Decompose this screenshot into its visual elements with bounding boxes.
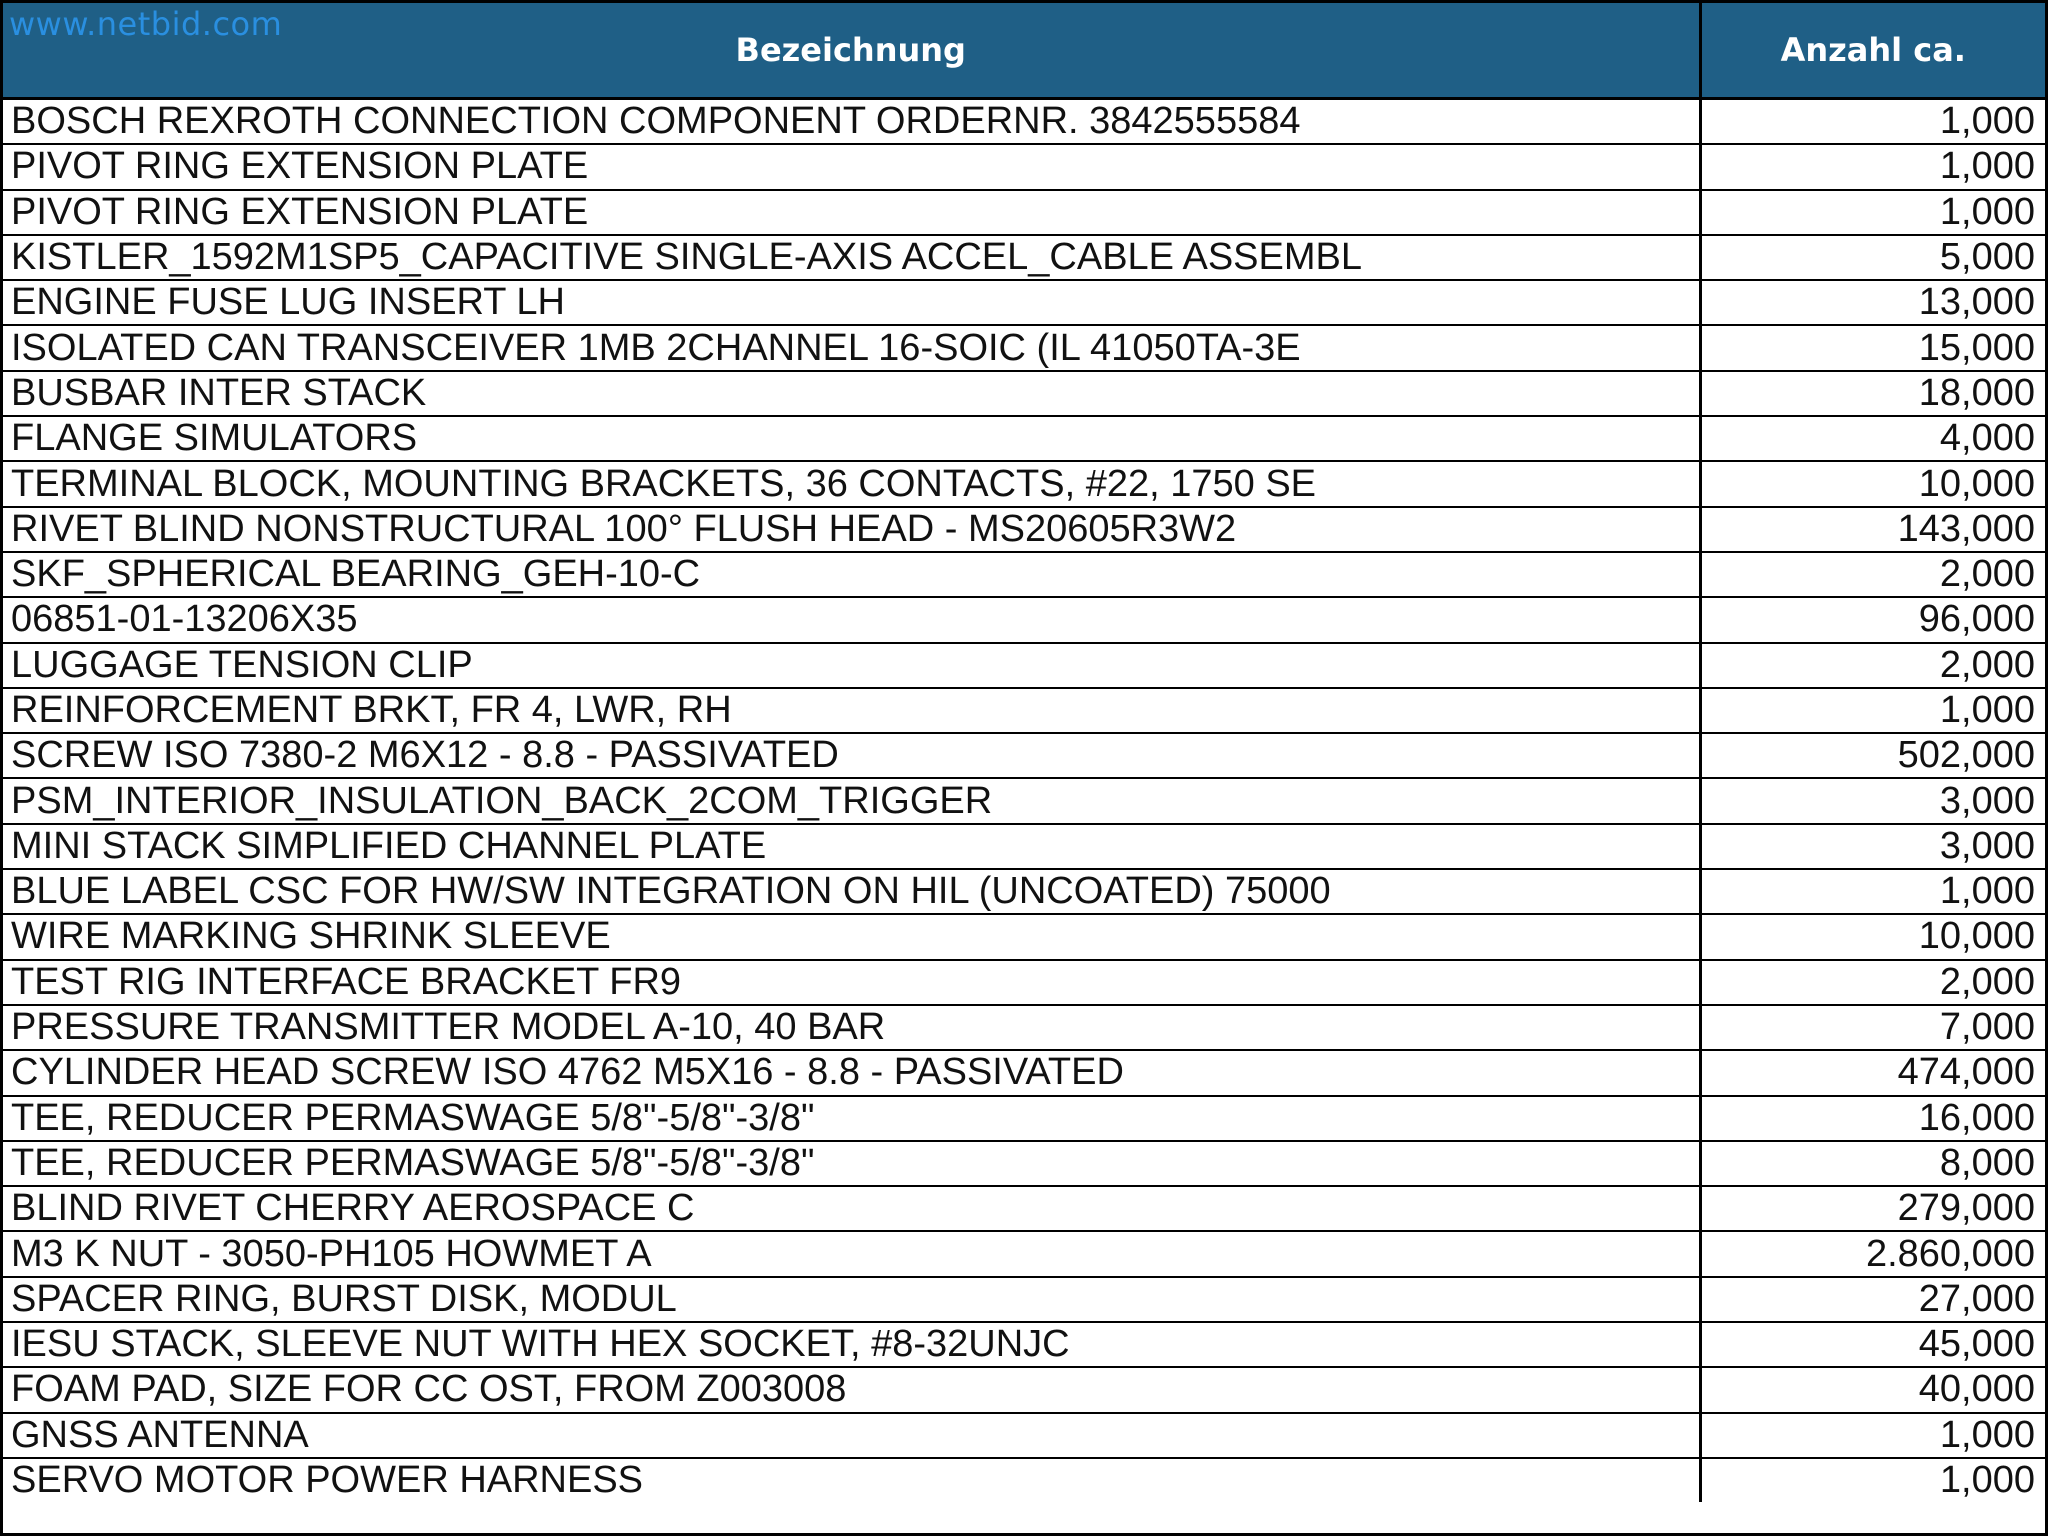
cell-description: SERVO MOTOR POWER HARNESS — [3, 1458, 1700, 1502]
cell-description: FLANGE SIMULATORS — [3, 416, 1700, 461]
table-row — [3, 325, 2045, 370]
cell-description: RIVET BLIND NONSTRUCTURAL 100° FLUSH HEAD - MS20605R3W2 — [3, 507, 1700, 552]
table-row — [3, 1322, 2045, 1367]
cell-description: MINI STACK SIMPLIFIED CHANNEL PLATE — [3, 824, 1700, 869]
cell-quantity: 1,000 — [1700, 99, 2045, 145]
table-row — [3, 1277, 2045, 1322]
table-row — [3, 371, 2045, 416]
cell-quantity: 16,000 — [1700, 1096, 2045, 1141]
table-row — [3, 1050, 2045, 1095]
table-row — [3, 733, 2045, 778]
cell-quantity: 2,000 — [1700, 552, 2045, 597]
table-row — [3, 688, 2045, 733]
table-row — [3, 1458, 2045, 1502]
column-header-quantity: Anzahl ca. — [1700, 3, 2045, 99]
cell-quantity: 45,000 — [1700, 1322, 2045, 1367]
table-row — [3, 914, 2045, 959]
cell-quantity: 1,000 — [1700, 688, 2045, 733]
cell-quantity: 2.860,000 — [1700, 1231, 2045, 1276]
table-row — [3, 416, 2045, 461]
cell-quantity: 1,000 — [1700, 869, 2045, 914]
table-row — [3, 869, 2045, 914]
cell-quantity: 18,000 — [1700, 371, 2045, 416]
cell-quantity: 27,000 — [1700, 1277, 2045, 1322]
cell-quantity: 1,000 — [1700, 190, 2045, 235]
table-row — [3, 1096, 2045, 1141]
cell-description: TERMINAL BLOCK, MOUNTING BRACKETS, 36 CONTACTS, #22, 1750 SE — [3, 461, 1700, 506]
cell-quantity: 3,000 — [1700, 778, 2045, 823]
table-body — [3, 99, 2045, 1503]
cell-quantity: 2,000 — [1700, 960, 2045, 1005]
column-header-description: Bezeichnung — [3, 3, 1700, 99]
table-row — [3, 99, 2045, 145]
cell-description: TEST RIG INTERFACE BRACKET FR9 — [3, 960, 1700, 1005]
table-row — [3, 1231, 2045, 1276]
table-row — [3, 1413, 2045, 1458]
table-row — [3, 1005, 2045, 1050]
cell-description: WIRE MARKING SHRINK SLEEVE — [3, 914, 1700, 959]
cell-quantity: 1,000 — [1700, 1413, 2045, 1458]
cell-quantity: 2,000 — [1700, 643, 2045, 688]
cell-quantity: 1,000 — [1939, 1459, 2035, 1502]
table-row — [3, 235, 2045, 280]
table-row — [3, 280, 2045, 325]
cell-description: FOAM PAD, SIZE FOR CC OST, FROM Z003008 — [3, 1367, 1700, 1412]
cell-quantity: 279,000 — [1700, 1186, 2045, 1231]
cell-description: ISOLATED CAN TRANSCEIVER 1MB 2CHANNEL 16-SOIC (IL 41050TA-3E — [3, 325, 1700, 370]
cell-description: BLUE LABEL CSC FOR HW/SW INTEGRATION ON HIL (UNCOATED) 75000 — [3, 869, 1700, 914]
cell-quantity: 1,000 — [1700, 144, 2045, 189]
table-row — [3, 1367, 2045, 1412]
table-row — [3, 1186, 2045, 1231]
watermark: www.netbid.com — [9, 5, 283, 43]
cell-description: M3 K NUT - 3050-PH105 HOWMET A — [3, 1231, 1700, 1276]
cell-description: PRESSURE TRANSMITTER MODEL A-10, 40 BAR — [3, 1005, 1700, 1050]
cell-description: SPACER RING, BURST DISK, MODUL — [3, 1277, 1700, 1322]
cell-quantity: 8,000 — [1700, 1141, 2045, 1186]
cell-description: BUSBAR INTER STACK — [3, 371, 1700, 416]
cell-description: PSM_INTERIOR_INSULATION_BACK_2COM_TRIGGER — [3, 778, 1700, 823]
table-row — [3, 507, 2045, 552]
cell-description: IESU STACK, SLEEVE NUT WITH HEX SOCKET, #8-32UNJC — [3, 1322, 1700, 1367]
table-row — [3, 1141, 2045, 1186]
cell-quantity: 10,000 — [1700, 914, 2045, 959]
table-row — [3, 552, 2045, 597]
cell-quantity: 5,000 — [1700, 235, 2045, 280]
cell-quantity: 96,000 — [1700, 597, 2045, 642]
table-row — [3, 597, 2045, 642]
cell-description: SCREW ISO 7380-2 M6X12 - 8.8 - PASSIVATED — [3, 733, 1700, 778]
cell-quantity: 502,000 — [1700, 733, 2045, 778]
cell-quantity: 3,000 — [1700, 824, 2045, 869]
cell-description: PIVOT RING EXTENSION PLATE — [3, 190, 1700, 235]
cell-description: LUGGAGE TENSION CLIP — [3, 643, 1700, 688]
cell-quantity: 10,000 — [1700, 461, 2045, 506]
cell-quantity: 15,000 — [1700, 325, 2045, 370]
table-row — [3, 144, 2045, 189]
table-row — [3, 461, 2045, 506]
table-header — [3, 3, 2045, 99]
cell-quantity: 143,000 — [1700, 507, 2045, 552]
cell-quantity: 474,000 — [1700, 1050, 2045, 1095]
table-row — [3, 778, 2045, 823]
cell-description: TEE, REDUCER PERMASWAGE 5/8"-5/8"-3/8" — [3, 1096, 1700, 1141]
table-row — [3, 960, 2045, 1005]
table-row — [3, 824, 2045, 869]
cell-description: PIVOT RING EXTENSION PLATE — [3, 144, 1700, 189]
cell-description: ENGINE FUSE LUG INSERT LH — [3, 280, 1700, 325]
cell-description: BLIND RIVET CHERRY AEROSPACE C — [3, 1186, 1700, 1231]
cell-description: KISTLER_1592M1SP5_CAPACITIVE SINGLE-AXIS ACCEL_CABLE ASSEMBL — [3, 235, 1700, 280]
table-row — [3, 643, 2045, 688]
cell-description: BOSCH REXROTH CONNECTION COMPONENT ORDERNR. 3842555584 — [3, 99, 1700, 145]
inventory-table — [3, 3, 2045, 1502]
cell-description: SKF_SPHERICAL BEARING_GEH-10-C — [3, 552, 1700, 597]
header-row — [3, 3, 2045, 99]
cell-quantity: 40,000 — [1700, 1367, 2045, 1412]
cell-description: REINFORCEMENT BRKT, FR 4, LWR, RH — [3, 688, 1700, 733]
cell-description: TEE, REDUCER PERMASWAGE 5/8"-5/8"-3/8" — [3, 1141, 1700, 1186]
cell-description: 06851-01-13206X35 — [3, 597, 1700, 642]
table-row — [3, 190, 2045, 235]
cell-description: CYLINDER HEAD SCREW ISO 4762 M5X16 - 8.8 - PASSIVATED — [3, 1050, 1700, 1095]
cell-quantity: 7,000 — [1700, 1005, 2045, 1050]
cell-quantity: 4,000 — [1700, 416, 2045, 461]
cell-description: GNSS ANTENNA — [3, 1413, 1700, 1458]
cell-quantity: 13,000 — [1700, 280, 2045, 325]
